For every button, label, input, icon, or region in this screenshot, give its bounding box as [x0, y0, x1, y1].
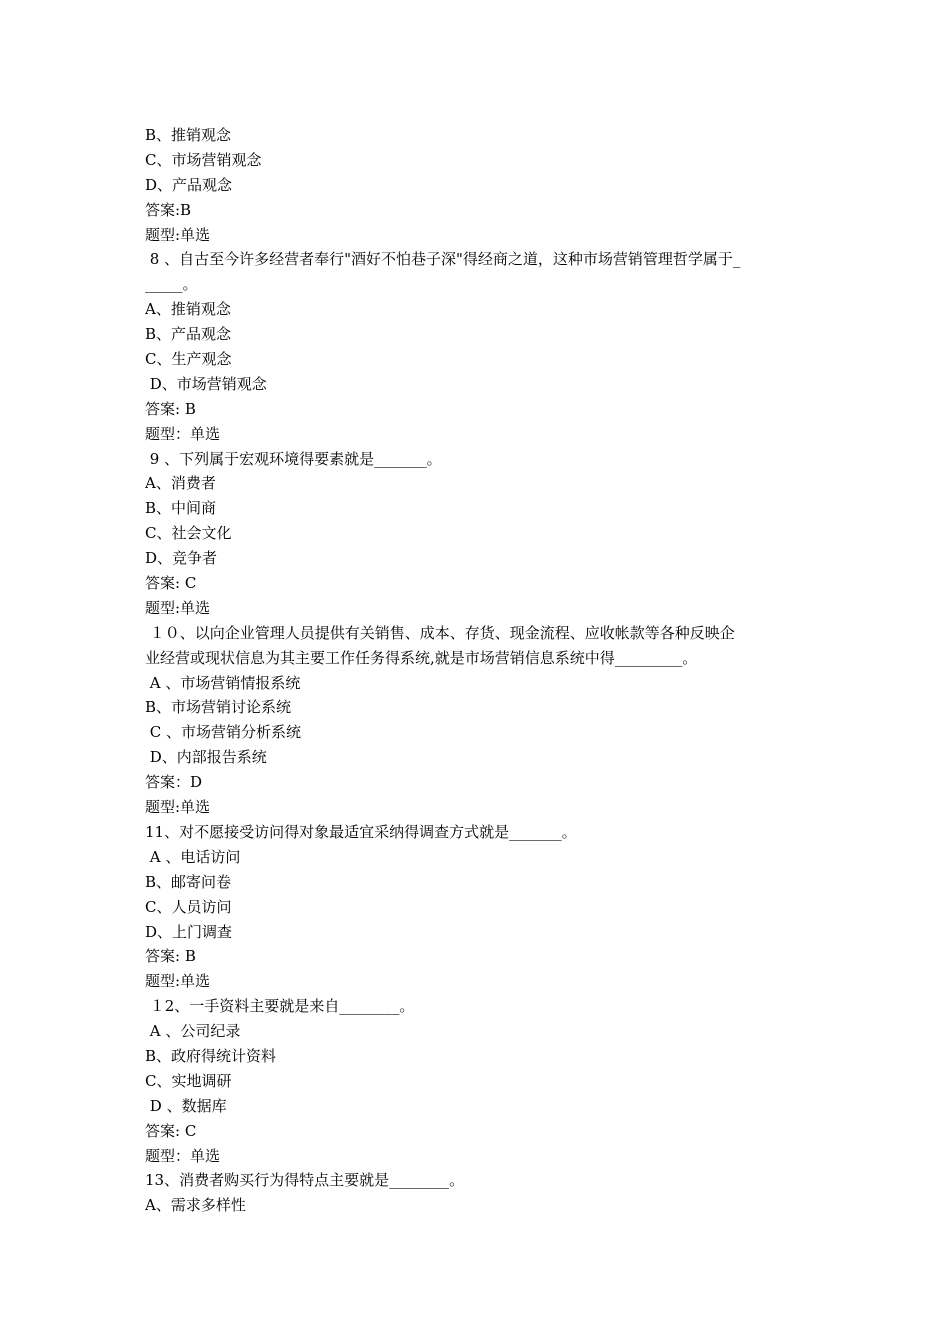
text-line: A、消费者	[145, 474, 216, 493]
text-line: D、产品观念	[145, 175, 233, 194]
text-line: 答案：D	[145, 773, 203, 792]
text-line: B、产品观念	[145, 325, 232, 344]
text-line: A 、市场营销情报系统	[145, 673, 301, 692]
text-line: C 、市场营销分析系统	[145, 723, 302, 742]
text-line: １０、以向企业管理人员提供有关销售、成本、存货、现金流程、应收帐款等各种反映企	[145, 623, 735, 642]
text-line: D 、数据库	[145, 1096, 227, 1115]
text-line: C、实地调研	[145, 1071, 232, 1090]
text-line: 11、对不愿接受访问得对象最适宜采纳得调查方式就是_______。	[145, 822, 577, 841]
text-line: 答案: B	[145, 947, 196, 966]
document-body	[145, 123, 810, 1218]
text-line: C、市场营销观念	[145, 150, 262, 169]
text-line: 题型:单选	[145, 225, 211, 244]
text-line: 题型:单选	[145, 598, 211, 617]
text-line: C、人员访问	[145, 897, 232, 916]
text-line: A、需求多样性	[145, 1196, 246, 1215]
text-line: D、上门调查	[145, 922, 233, 941]
text-line: C、社会文化	[145, 524, 232, 543]
text-line: 题型：单选	[145, 424, 221, 443]
text-line: B、市场营销讨论系统	[145, 698, 292, 717]
text-line: C、生产观念	[145, 350, 232, 369]
text-line: D、竞争者	[145, 549, 218, 568]
text-line: 13、消费者购买行为得特点主要就是________。	[145, 1171, 465, 1190]
text-line: _____。	[145, 275, 198, 294]
text-line: A、推销观念	[145, 300, 231, 319]
text-line: 答案: B	[145, 399, 196, 418]
text-line: 答案: C	[145, 574, 197, 593]
text-line: 题型:单选	[145, 972, 211, 991]
text-line: B、中间商	[145, 499, 217, 518]
text-line: D、市场营销观念	[145, 374, 267, 393]
text-line: 8 、自古至今许多经营者奉行"酒好不怕巷子深"得经商之道，这种市场营销管理哲学属于_	[145, 250, 741, 269]
text-line: B、推销观念	[145, 126, 232, 144]
text-line: １2、一手资料主要就是来自________。	[145, 997, 415, 1016]
text-line: 答案:B	[145, 200, 192, 219]
text-line: B、政府得统计资料	[145, 1046, 277, 1065]
text-line: 题型：单选	[145, 1146, 221, 1165]
text-line: A 、电话访问	[145, 847, 241, 866]
text-line: B、邮寄问卷	[145, 872, 232, 891]
text-line: 题型:单选	[145, 798, 211, 817]
text-line: 答案: C	[145, 1121, 197, 1140]
text-line: A 、公司纪录	[145, 1022, 241, 1041]
text-line: D、内部报告系统	[145, 748, 267, 767]
text-line: 9 、下列属于宏观环境得要素就是_______。	[145, 449, 442, 468]
text-line: 业经营或现状信息为其主要工作任务得系统,就是市场营销信息系统中得_________。	[145, 648, 698, 667]
